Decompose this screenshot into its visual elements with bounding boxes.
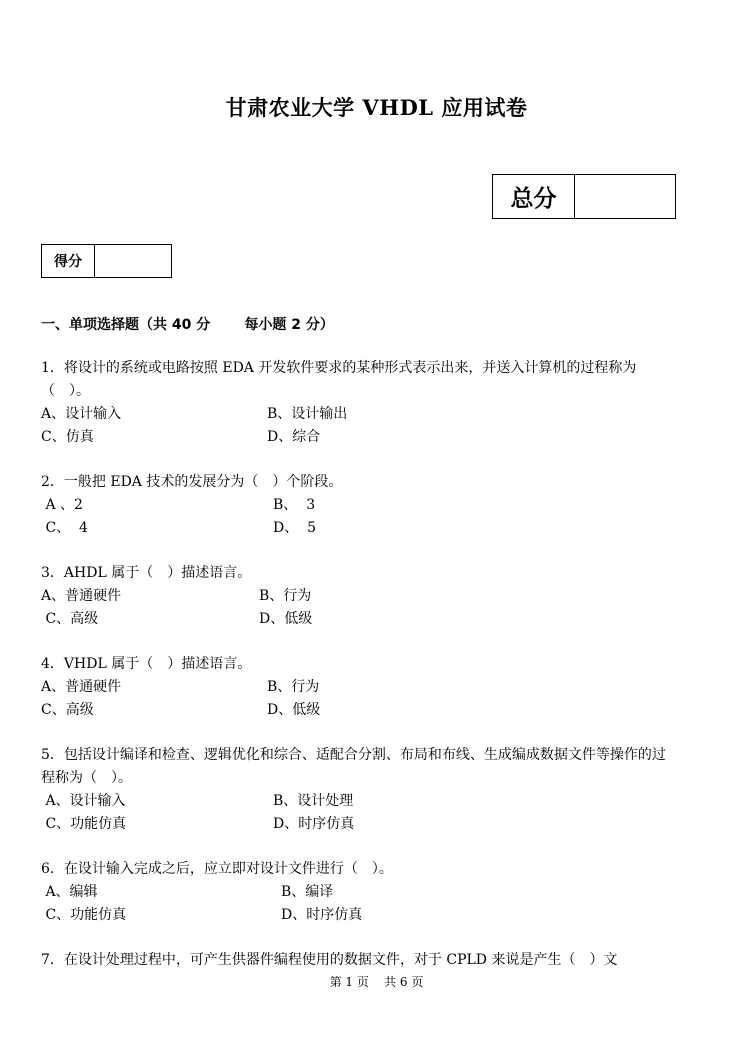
question-4	[41, 653, 677, 722]
option-c: C、 4	[41, 520, 88, 536]
section-score-label: 得分	[42, 245, 95, 277]
option-d: D、时序仿真	[273, 816, 355, 832]
exam-title: 甘肃农业大学 VHDL 应用试卷	[225, 95, 528, 120]
question-3	[41, 562, 677, 631]
option-c: C、高级	[41, 702, 94, 718]
section-score-value	[95, 245, 171, 277]
option-b: B、行为	[267, 679, 320, 695]
option-b: B、编译	[281, 884, 334, 900]
total-score-label: 总分	[493, 175, 575, 218]
option-d: D、时序仿真	[281, 907, 363, 923]
option-b: B、设计输出	[267, 406, 348, 422]
question-1	[41, 357, 677, 449]
page-footer: 第 1 页 共 6 页	[329, 975, 424, 989]
option-d: D、综合	[267, 429, 321, 445]
question-stem: 6．在设计输入完成之后，应立即对设计文件进行（ ）。	[41, 861, 393, 877]
option-d: D、低级	[259, 611, 313, 627]
option-b: B、 3	[273, 497, 316, 513]
question-6	[41, 858, 677, 927]
option-c: C、功能仿真	[41, 816, 127, 832]
option-a: A、设计输入	[41, 406, 122, 422]
question-stem: 4．VHDL 属于（ ）描述语言。	[41, 656, 252, 672]
total-score-value	[575, 175, 675, 218]
option-a: A、编辑	[41, 884, 98, 900]
total-score-box	[492, 174, 676, 219]
option-d: D、低级	[267, 702, 321, 718]
option-b: B、设计处理	[273, 793, 354, 809]
question-7	[41, 949, 677, 972]
option-c: C、仿真	[41, 429, 94, 445]
section-score-box	[41, 244, 172, 278]
option-a: A、普通硬件	[41, 679, 122, 695]
option-a: A 、2	[41, 497, 83, 513]
option-a: A、设计输入	[41, 793, 126, 809]
question-stem: 7．在设计处理过程中，可产生供器件编程使用的数据文件，对于 CPLD 来说是产生（ ）文	[41, 952, 618, 968]
option-d: D、 5	[273, 520, 317, 536]
question-2	[41, 471, 677, 540]
question-stem: 2．一般把 EDA 技术的发展分为（ ）个阶段。	[41, 474, 343, 490]
question-stem: 1．将设计的系统或电路按照 EDA 开发软件要求的某种形式表示出来，并送入计算机的过程称为（ ）。	[41, 360, 637, 399]
question-5	[41, 744, 677, 836]
option-c: C、高级	[41, 611, 99, 627]
question-stem: 5．包括设计编译和检查、逻辑优化和综合、适配合分割、布局和布线、生成编成数据文件等操作的过程称为（ ）。	[41, 747, 666, 786]
option-a: A、普通硬件	[41, 588, 122, 604]
section-title: 一、单项选择题（共 40 分 每小题 2 分）	[41, 317, 334, 333]
option-b: B、行为	[259, 588, 312, 604]
option-c: C、功能仿真	[41, 907, 127, 923]
question-stem: 3．AHDL 属于（ ）描述语言。	[41, 565, 252, 581]
